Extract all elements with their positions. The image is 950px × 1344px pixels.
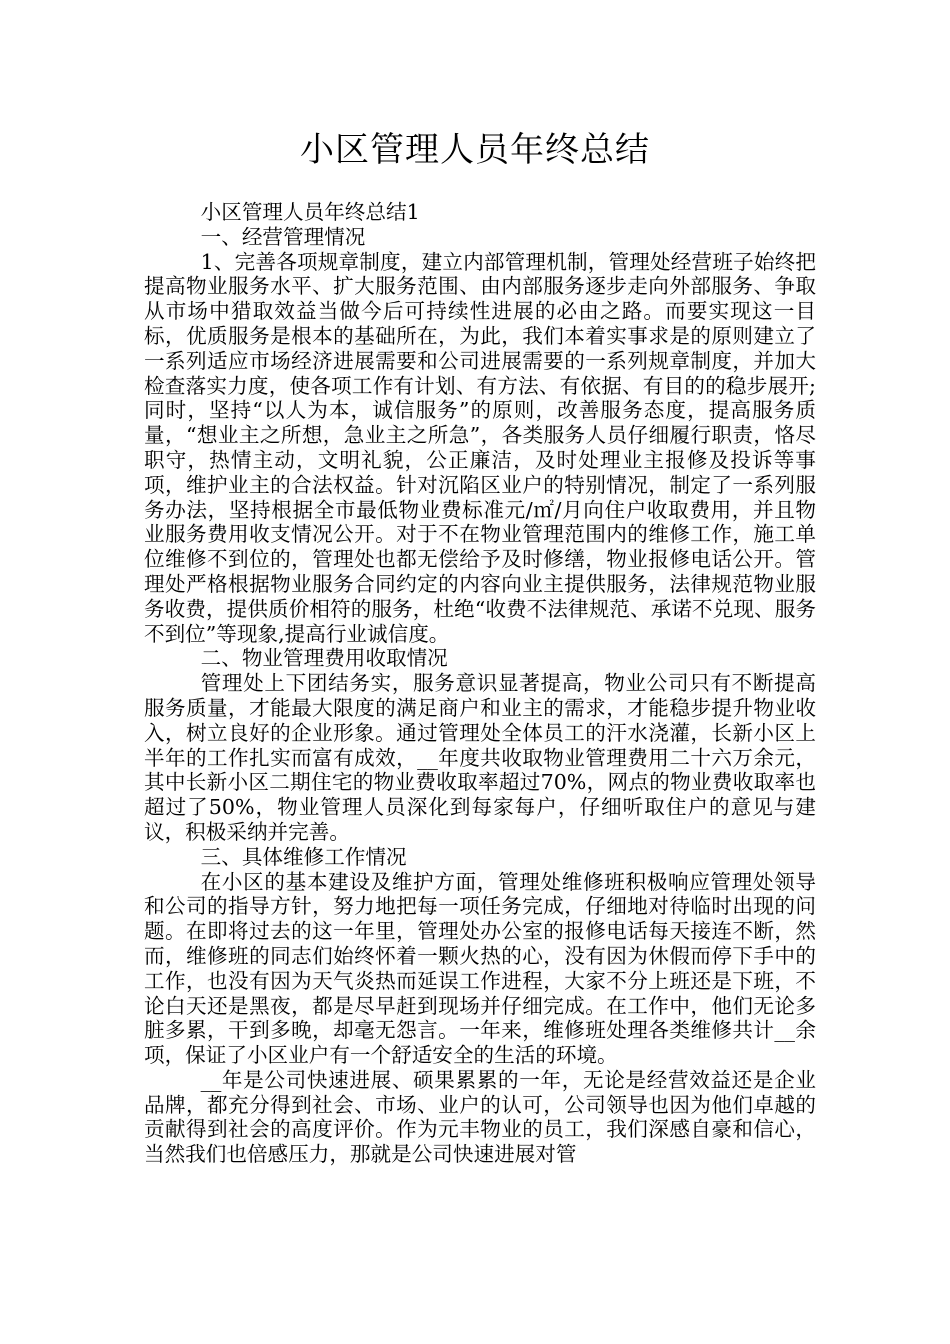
section-heading-3: 三、具体维修工作情况 [200, 844, 407, 869]
section-heading-1: 一、经营管理情况 [200, 224, 366, 249]
document-title: 小区管理人员年终总结 [300, 130, 650, 170]
document-body [144, 200, 816, 1167]
body-paragraph-3: 在小区的基本建设及维护方面，管理处维修班积极响应管理处领导和公司的指导方针，努力地把每一项任务完成，仔细地对待临时出现的问题。在即将过去的这一年里，管理处办公室的报修电话每天接连不断，然而，维修班的同志们始终怀着一颗火热的心，没有因为休假而停下手中的工作，也没有因为天气炎热而延误工作进程，大家不分上班还是下班，不论白天还是黑夜，都是尽早赶到现场并仔细完成。在工作中，他们无论多脏多累，干到多晚，却毫无怨言。一年来，维修班处理各类维修共计__余项，保证了小区业户有一个舒适安全的生活的环境。 [144, 869, 816, 1068]
body-paragraph-1: 1、完善各项规章制度，建立内部管理机制，管理处经营班子始终把提高物业服务水平、扩大服务范围、由内部服务逐步走向外部服务、争取从市场中猎取效益当做今后可持续性进展的必由之路。而要实现这一目标，优质服务是根本的基础所在，为此，我们本着实事求是的原则建立了一系列适应市场经济进展需要和公司进展需要的一系列规章制度，并加大检查落实力度，使各项工作有计划、有方法、有依据、有目的的稳步展开;同时，坚持“以人为本，诚信服务”的原则，改善服务态度，提高服务质量，“想业主之所想，急业主之所急”，各类服务人员仔细履行职责，恪尽职守，热情主动，文明礼貌，公正廉洁，及时处理业主报修及投诉等事项，维护业主的合法权益。针对沉陷区业户的特别情况，制定了一系列服务办法，坚持根据全市最低物业费标准元/㎡/月向住户收取费用，并且物业服务费用收支情况公开。对于不在物业管理范围内的维修工作，施工单位维修不到位的，管理处也都无偿给予及时修缮，物业报修电话公开。管理处严格根据物业服务合同约定的内容向业主提供服务，法律规范物业服务收费，提供质价相符的服务，杜绝“收费不法律规范、承诺不兑现、服务不到位”等现象,提高行业诚信度。 [144, 249, 816, 646]
body-paragraph-2: 管理处上下团结务实，服务意识显著提高，物业公司只有不断提高服务质量，才能最大限度的满足商户和业主的需求，才能稳步提升物业收入，树立良好的企业形象。通过管理处全体员工的汗水浇灌，长新小区上半年的工作扎实而富有成效，__年度共收取物业管理费用二十六万余元，其中长新小区二期住宅的物业费收取率超过70%，网点的物业费收取率也超过了50%，物业管理人员深化到每家每户，仔细听取住户的意见与建议，积极采纳并完善。 [144, 671, 816, 844]
subtitle-paragraph: 小区管理人员年终总结1 [200, 200, 420, 224]
body-paragraph-4: __年是公司快速进展、硕果累累的一年，无论是经营效益还是企业品牌，都充分得到社会、市场、业户的认可，公司领导也因为他们卓越的贡献得到社会的高度评价。作为元丰物业的员工，我们深感自豪和信心，当然我们也倍感压力，那就是公司快速进展对管 [144, 1067, 816, 1167]
section-heading-2: 二、物业管理费用收取情况 [200, 646, 448, 671]
